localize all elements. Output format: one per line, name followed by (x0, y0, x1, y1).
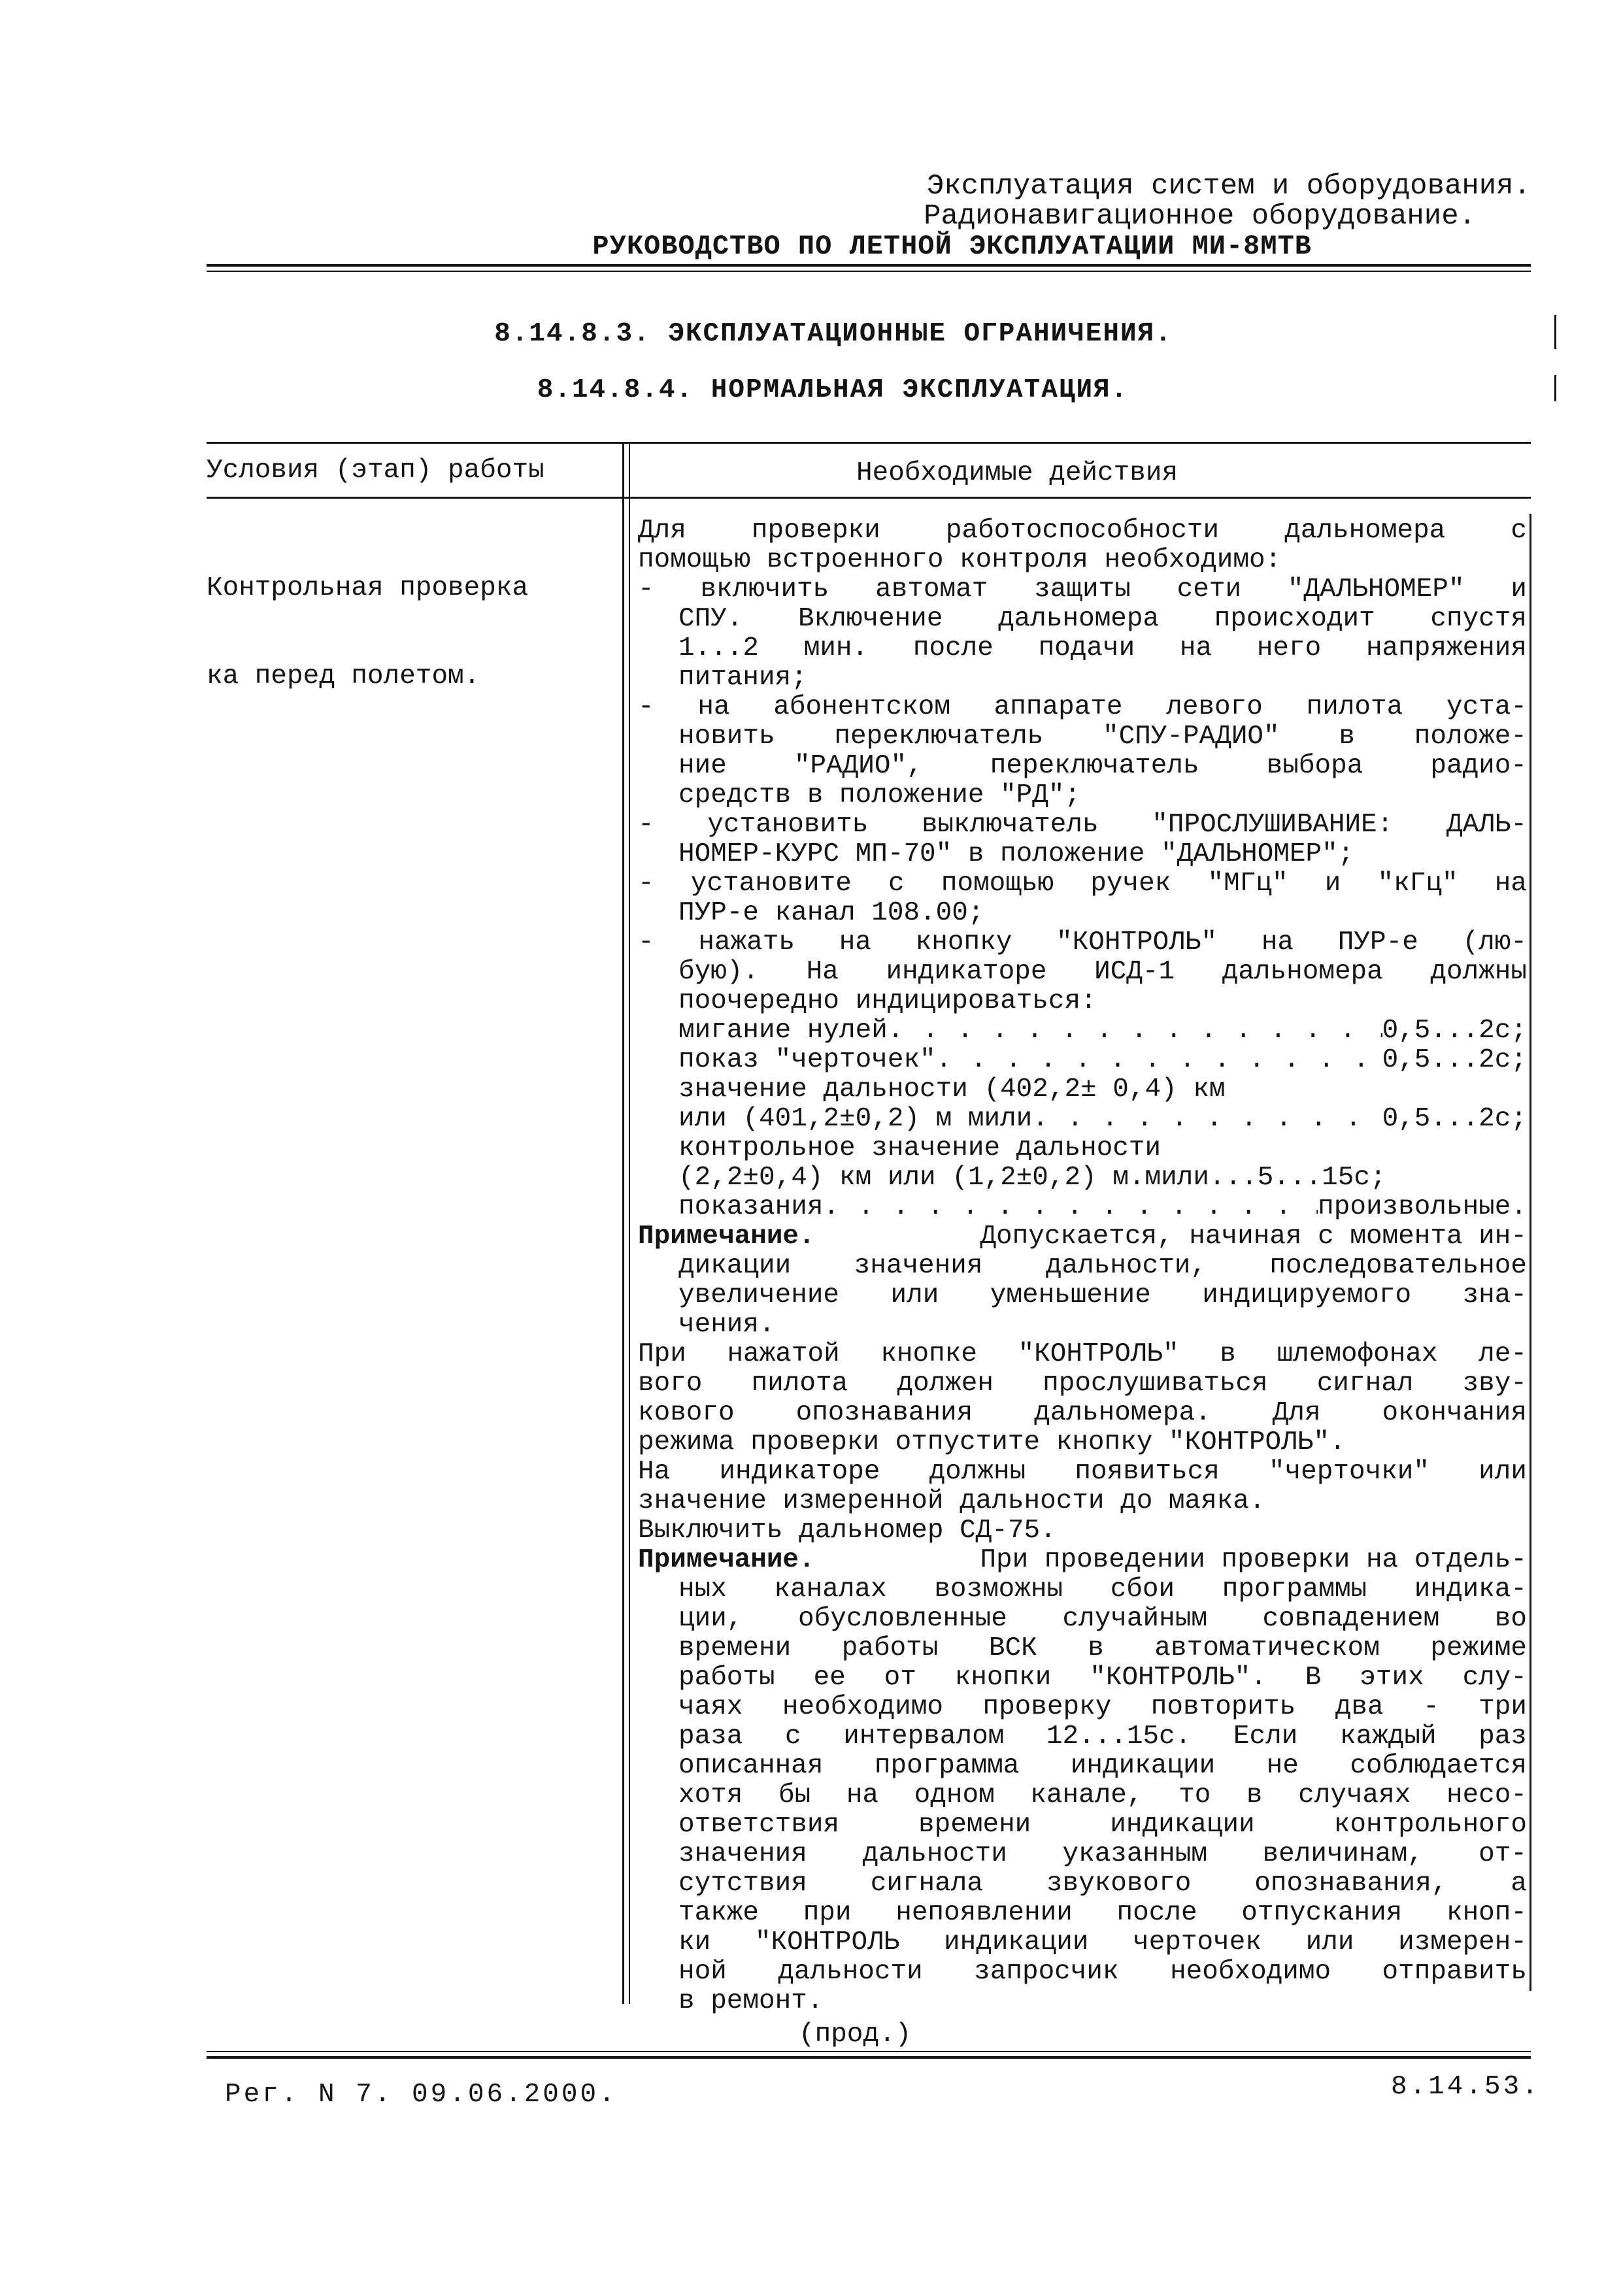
column-header-actions: Необходимые действия (856, 458, 1178, 488)
header-line-1: Эксплуатация систем и оборудования. (926, 170, 1531, 203)
action-line (638, 1075, 1527, 1105)
action-line (638, 546, 1527, 575)
action-line (638, 1105, 1527, 1134)
action-line (638, 1134, 1527, 1163)
leader-value: произвольные. (1318, 1192, 1527, 1222)
footer-rule-bottom (207, 2056, 1531, 2059)
action-text: ние "РАДИО", переключатель выбора радио- (678, 751, 1527, 781)
action-line (638, 1546, 1527, 1575)
table-right-change-bar (1529, 514, 1531, 1991)
action-text: кового опознавания дальномера. Для окончания (638, 1398, 1527, 1428)
action-text: ции, обусловленные случайным совпадением во (678, 1604, 1527, 1634)
action-line (638, 634, 1527, 663)
action-line (638, 1575, 1527, 1605)
action-text: - нажать на кнопку "КОНТРОЛЬ" на ПУР-е (лю- (638, 927, 1527, 957)
action-line (638, 1340, 1527, 1369)
action-text: времени работы ВСК в автоматическом режиме (678, 1633, 1527, 1663)
table-top-rule (207, 442, 1531, 444)
action-line (638, 840, 1527, 869)
change-bar-1 (1554, 315, 1556, 349)
action-line (638, 1516, 1527, 1546)
operations-table (207, 442, 1531, 2016)
row-condition-line-2: ка перед полетом. (207, 661, 480, 691)
note-text: При проведении проверки на отдель- (980, 1545, 1527, 1575)
action-text: дикации значения дальности, последовательное (678, 1251, 1527, 1281)
action-text: чения. (678, 1310, 775, 1340)
action-text: ПУР-е канал 108.00; (678, 898, 984, 928)
action-text: При нажатой кнопке "КОНТРОЛЬ" в шлемофонах ле- (638, 1339, 1527, 1369)
action-text: новить переключатель "СПУ-РАДИО" в положе- (678, 722, 1527, 752)
action-text: в ремонт. (678, 1986, 824, 2016)
action-line (638, 516, 1527, 546)
action-text (638, 1546, 1527, 1575)
action-text: раза с интервалом 12...15с. Если каждый раз (678, 1722, 1527, 1752)
action-line (638, 663, 1527, 693)
table-column-divider (622, 442, 624, 2004)
action-line (638, 722, 1527, 752)
action-text: ной дальности запросчик необходимо отправить (678, 1957, 1527, 1987)
action-line (638, 1781, 1527, 1810)
action-text: ки "КОНТРОЛЬ индикации черточек или измерен- (678, 1927, 1527, 1957)
action-text: также при непоявлении после отпускания кноп- (678, 1898, 1527, 1928)
action-text: чаях необходимо проверку повторить два - три (678, 1692, 1527, 1722)
section-title-normal-operation: 8.14.8.4. НОРМАЛЬНАЯ ЭКСПЛУАТАЦИЯ. (537, 375, 1129, 405)
leader-label: показ "черточек" (678, 1045, 936, 1075)
action-text: ных каналах возможны сбои программы индика- (678, 1574, 1527, 1605)
footer-rule-top (207, 2051, 1531, 2052)
action-text: поочередно индицироваться: (678, 986, 1097, 1016)
manual-title: РУКОВОДСТВО ПО ЛЕТНОЙ ЭКСПЛУАТАЦИИ МИ-8МТВ (592, 231, 1312, 262)
action-line (638, 1252, 1527, 1281)
action-line (638, 957, 1527, 987)
action-line (638, 1016, 1527, 1046)
action-line (638, 1840, 1527, 1869)
action-text: СПУ. Включение дальномера происходит спустя (678, 604, 1527, 634)
row-actions (638, 516, 1527, 2016)
action-text: бую). На индикаторе ИСД-1 дальномера должны (678, 957, 1527, 987)
action-line (638, 1399, 1527, 1428)
header-rule-top (207, 264, 1531, 267)
action-line (638, 1046, 1527, 1075)
section-title-limits: 8.14.8.3. ЭКСПЛУАТАЦИОННЫЕ ОГРАНИЧЕНИЯ. (494, 319, 1173, 349)
action-line (638, 1928, 1527, 1957)
action-line (638, 1605, 1527, 1634)
action-line (638, 1487, 1527, 1516)
action-text: На индикаторе должны появиться "черточки" или (638, 1457, 1527, 1487)
action-line (638, 1193, 1527, 1222)
dot-leader (888, 1016, 1382, 1046)
leader-label: мигание нулей (678, 1016, 888, 1046)
action-line (638, 575, 1527, 605)
registration-number: Рег. N 7. 09.06.2000. (225, 2080, 618, 2110)
action-line (638, 752, 1527, 781)
action-line (638, 1663, 1527, 1693)
action-text: 1...2 мин. после подачи на него напряжения (678, 633, 1527, 663)
leader-value: 0,5...2с; (1382, 1045, 1527, 1075)
action-text: сутствия сигнала звукового опознавания, а (678, 1869, 1527, 1899)
action-line (638, 1722, 1527, 1752)
leader-value: 0,5...2с; (1382, 1016, 1527, 1046)
action-text: (2,2±0,4) км или (1,2±0,2) м.мили...5...15с; (678, 1163, 1386, 1193)
header-line-2: Радионавигационное оборудование. (924, 200, 1476, 233)
action-text: режима проверки отпустите кнопку "КОНТРОЛЬ". (638, 1427, 1346, 1457)
row-condition-line-1: Контрольная проверка (207, 573, 529, 603)
action-line (638, 1899, 1527, 1928)
action-text: - на абонентском аппарате левого пилота уста- (638, 692, 1527, 722)
action-text (638, 1222, 1527, 1252)
leader-label: показания (678, 1192, 824, 1222)
action-text: - установить выключатель "ПРОСЛУШИВАНИЕ: ДАЛЬ- (638, 810, 1527, 840)
action-line (638, 1457, 1527, 1487)
action-text: увеличение или уменьшение индицируемого зна- (678, 1280, 1527, 1310)
action-line (638, 810, 1527, 840)
action-text: помощью встроенного контроля необходимо: (638, 545, 1282, 575)
action-text: вого пилота должен прослушиваться сигнал зву- (638, 1369, 1527, 1399)
table-column-divider-inner (629, 442, 630, 2004)
action-line (638, 899, 1527, 928)
action-line (638, 987, 1527, 1016)
action-line (638, 1987, 1527, 2016)
change-bar-2 (1554, 375, 1556, 401)
action-line (638, 1752, 1527, 1781)
continued-marker: (прод.) (799, 2020, 912, 2050)
action-text: описанная программа индикации не соблюдается (678, 1751, 1527, 1781)
action-line (638, 1163, 1527, 1193)
action-line (638, 781, 1527, 810)
dot-leader (936, 1046, 1382, 1075)
action-text: хотя бы на одном канале, то в случаях несо- (678, 1780, 1527, 1810)
action-line (638, 1693, 1527, 1722)
action-line (638, 693, 1527, 722)
action-text: НОМЕР-КУРС МП-70" в положение "ДАЛЬНОМЕР"; (678, 839, 1354, 869)
action-line (638, 1281, 1527, 1310)
action-text: Выключить дальномер СД-75. (638, 1516, 1056, 1546)
action-text: работы ее от кнопки "КОНТРОЛЬ". В этих слу- (678, 1663, 1527, 1693)
action-line (638, 1810, 1527, 1840)
action-text: Для проверки работоспособности дальномера с (638, 516, 1527, 546)
header-rule-bottom (207, 271, 1531, 272)
running-header (0, 171, 1531, 263)
action-line (638, 1222, 1527, 1252)
action-text: значение дальности (402,2± 0,4) км (678, 1074, 1226, 1105)
action-line (638, 605, 1527, 634)
action-text: значения дальности указанным величинам, от- (678, 1839, 1527, 1869)
leader-value: 0,5...2с; (1382, 1104, 1527, 1134)
leader-label: или (401,2±0,2) м мили (678, 1104, 1033, 1134)
row-condition (207, 515, 612, 750)
action-line (638, 1369, 1527, 1399)
action-line (638, 1634, 1527, 1663)
action-line (638, 1310, 1527, 1340)
action-text: контрольное значение дальности (678, 1133, 1161, 1163)
action-line (638, 1428, 1527, 1457)
note-label: Примечание. (638, 1222, 815, 1252)
action-line (638, 1957, 1527, 1987)
action-line (638, 928, 1527, 957)
page-number: 8.14.53. (1391, 2072, 1541, 2102)
action-text: значение измеренной дальности до маяка. (638, 1486, 1265, 1516)
note-text: Допускается, начиная с момента ин- (980, 1222, 1527, 1252)
note-label: Примечание. (638, 1545, 815, 1575)
action-text: - включить автомат защиты сети "ДАЛЬНОМЕР" и (638, 574, 1527, 605)
action-text: питания; (678, 663, 807, 693)
table-header-rule (207, 497, 1531, 499)
action-line (638, 869, 1527, 899)
action-line (638, 1869, 1527, 1899)
dot-leader (1032, 1105, 1382, 1134)
action-text: ответствия времени индикации контрольного (678, 1810, 1527, 1840)
action-text: средств в положение "РД"; (678, 780, 1081, 810)
dot-leader (823, 1193, 1318, 1222)
action-text: - установите с помощью ручек "МГц" и "кГц" на (638, 869, 1527, 899)
column-header-conditions: Условия (этап) работы (207, 456, 544, 486)
